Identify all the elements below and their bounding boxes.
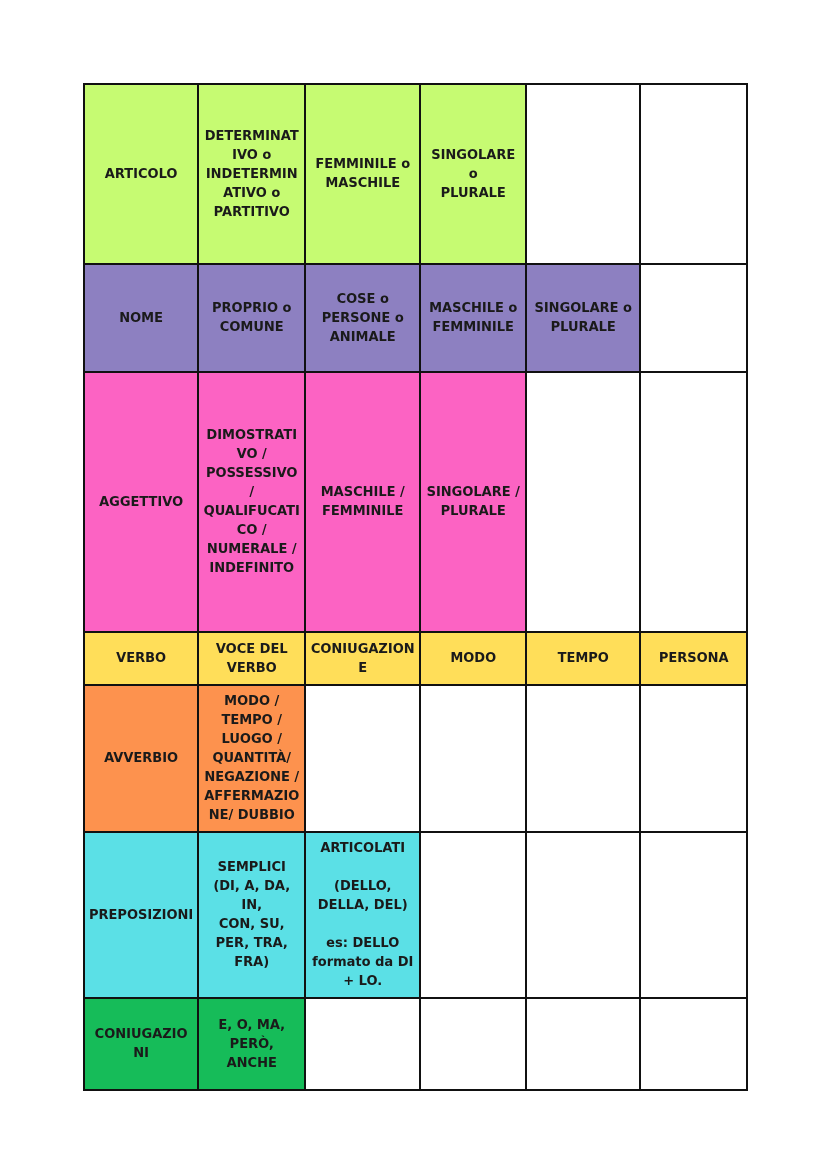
table-row-coniugazioni <box>84 998 747 1090</box>
table-cell-nome-5 <box>640 264 747 372</box>
table-cell-coniugazioni-1: E, O, MA, PERÒ, ANCHE <box>198 998 305 1090</box>
table-cell-aggettivo-2: MASCHILE / FEMMINILE <box>305 372 420 632</box>
table-cell-nome-4: SINGOLARE o PLURALE <box>526 264 640 372</box>
table-cell-verbo-4: TEMPO <box>526 632 640 685</box>
table-cell-preposizioni-2: ARTICOLATI (DELLO, DELLA, DEL) es: DELLO formato da DI + LO. <box>305 832 420 998</box>
table-cell-aggettivo-1: DIMOSTRATI VO / POSSESSIVO / QUALIFUCATI CO / NUMERALE / INDEFINITO <box>198 372 305 632</box>
table-row-preposizioni <box>84 832 747 998</box>
table-cell-verbo-1: VOCE DEL VERBO <box>198 632 305 685</box>
table-cell-nome-3: MASCHILE o FEMMINILE <box>420 264 526 372</box>
table-row-nome <box>84 264 747 372</box>
table-cell-preposizioni-3 <box>420 832 526 998</box>
table-cell-coniugazioni-2 <box>305 998 420 1090</box>
table-cell-coniugazioni-4 <box>526 998 640 1090</box>
table-cell-coniugazioni-5 <box>640 998 747 1090</box>
table-cell-preposizioni-4 <box>526 832 640 998</box>
table-cell-avverbio-4 <box>526 685 640 832</box>
table-cell-coniugazioni-3 <box>420 998 526 1090</box>
row-header-verbo: VERBO <box>84 632 198 685</box>
table-cell-preposizioni-1: SEMPLICI (DI, A, DA, IN, CON, SU, PER, TRA, FRA) <box>198 832 305 998</box>
table-cell-aggettivo-3: SINGOLARE / PLURALE <box>420 372 526 632</box>
grammar-table-body <box>84 84 747 1090</box>
table-cell-avverbio-3 <box>420 685 526 832</box>
table-cell-aggettivo-5 <box>640 372 747 632</box>
table-row-avverbio <box>84 685 747 832</box>
table-cell-articolo-1: DETERMINAT IVO o INDETERMIN ATIVO o PARTITIVO <box>198 84 305 264</box>
table-cell-aggettivo-4 <box>526 372 640 632</box>
row-header-avverbio: AVVERBIO <box>84 685 198 832</box>
table-cell-avverbio-1: MODO / TEMPO / LUOGO / QUANTITÀ/ NEGAZIONE / AFFERMAZIO NE/ DUBBIO <box>198 685 305 832</box>
table-cell-verbo-3: MODO <box>420 632 526 685</box>
table-row-aggettivo <box>84 372 747 632</box>
table-cell-articolo-4 <box>526 84 640 264</box>
row-header-nome: NOME <box>84 264 198 372</box>
table-cell-nome-1: PROPRIO o COMUNE <box>198 264 305 372</box>
table-cell-verbo-5: PERSONA <box>640 632 747 685</box>
row-header-coniugazioni: CONIUGAZIO NI <box>84 998 198 1090</box>
table-cell-articolo-5 <box>640 84 747 264</box>
row-header-preposizioni: PREPOSIZIONI <box>84 832 198 998</box>
table-row-articolo <box>84 84 747 264</box>
table-cell-articolo-3: SINGOLARE o PLURALE <box>420 84 526 264</box>
table-cell-avverbio-2 <box>305 685 420 832</box>
table-cell-avverbio-5 <box>640 685 747 832</box>
table-row-verbo <box>84 632 747 685</box>
table-cell-verbo-2: CONIUGAZION E <box>305 632 420 685</box>
table-cell-articolo-2: FEMMINILE o MASCHILE <box>305 84 420 264</box>
table-cell-preposizioni-5 <box>640 832 747 998</box>
row-header-articolo: ARTICOLO <box>84 84 198 264</box>
grammar-table <box>83 83 748 1091</box>
row-header-aggettivo: AGGETTIVO <box>84 372 198 632</box>
table-cell-nome-2: COSE o PERSONE o ANIMALE <box>305 264 420 372</box>
